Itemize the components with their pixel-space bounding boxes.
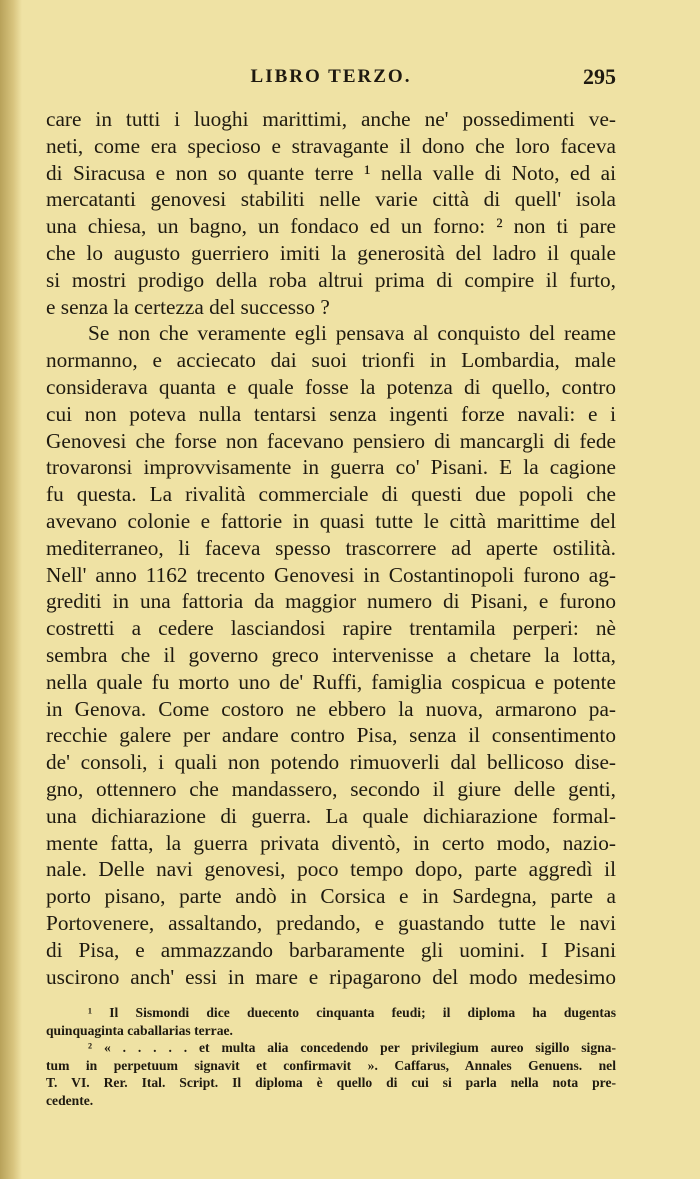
- text-line: trovaronsi improvvisamente in guerra co' Pisani. E la cagione: [46, 455, 616, 480]
- text-line: grediti in una fattoria da maggior numero di Pisani, e furono: [46, 589, 616, 614]
- footnote-line: ¹ Il Sismondi dice duecento cinquanta feudi; il diploma ha dugentas: [88, 1005, 616, 1021]
- text-line: nale. Delle navi genovesi, poco tempo dopo, parte aggredì il: [46, 857, 616, 882]
- text-line: porto pisano, parte andò in Corsica e in Sardegna, parte a: [46, 884, 616, 909]
- text-line: e senza la certezza del successo ?: [46, 294, 330, 319]
- text-line: gno, ottennero che mandassero, secondo il giure delle genti,: [46, 776, 616, 801]
- text-line: fu questa. La rivalità commerciale di questi due popoli che: [46, 482, 616, 507]
- footnote-line: quinquaginta caballarias terrae.: [46, 1022, 233, 1038]
- footnote-line: cedente.: [46, 1092, 94, 1108]
- text-line: si mostri prodigo della roba altrui prima di compire il furto,: [46, 267, 616, 292]
- footnote-line: T. VI. Rer. Ital. Script. Il diploma è quello di cui si parla nella nota pre-: [46, 1075, 616, 1091]
- text-line: mente fatta, la guerra privata diventò, in certo modo, nazio-: [46, 830, 616, 855]
- text-line: Portovenere, assaltando, predando, e guastando tutte le navi: [46, 910, 616, 935]
- page-number: 295: [583, 64, 616, 89]
- running-title: LIBRO TERZO.: [250, 66, 412, 87]
- text-line: nella quale fu morto uno de' Ruffi, famiglia cospicua e potente: [46, 669, 616, 694]
- text-line: una chiesa, un bagno, un fondaco ed un forno: ² non ti pare: [46, 214, 616, 239]
- text-line: che lo augusto guerriero imiti la generosità del ladro il quale: [46, 240, 616, 265]
- text-line: de' consoli, i quali non potendo rimuoverli dal bellicoso dise-: [46, 750, 616, 775]
- text-line: care in tutti i luoghi marittimi, anche ne' possedimenti ve-: [46, 107, 616, 131]
- text-line: mediterraneo, li faceva spesso trascorrere ad aperte ostilità.: [46, 535, 616, 560]
- text-line: neti, come era specioso e stravagante il dono che loro faceva: [46, 133, 616, 158]
- book-page: [46, 66, 616, 1109]
- text-line: normanno, e acciecato dai suoi trionfi in Lombardia, male: [46, 348, 616, 373]
- text-line: avevano colonie e fattorie in quasi tutte le città marittime del: [46, 508, 616, 533]
- text-line: in Genova. Come costoro ne ebbero la nuova, armarono pa-: [46, 696, 616, 721]
- text-line: uscirono anch' essi in mare e ripagarono del modo medesimo: [46, 964, 616, 989]
- footnote-line: ² « . . . . . et multa alia concedendo per privilegium aureo sigillo signa-: [88, 1040, 616, 1056]
- text-line: di Pisa, e ammazzando barbaramente gli uomini. I Pisani: [46, 937, 616, 962]
- text-line: Nell' anno 1162 trecento Genovesi in Costantinopoli furono ag-: [46, 562, 616, 587]
- text-line: sembra che il governo greco intervenisse a chetare la lotta,: [46, 642, 616, 667]
- text-line: Se non che veramente egli pensava al conquisto del reame: [88, 321, 616, 346]
- text-line: di Siracusa e non so quante terre ¹ nella valle di Noto, ed ai: [46, 160, 616, 185]
- text-line: recchie galere per andare contro Pisa, senza il consentimento: [46, 723, 616, 748]
- text-line: costretti a cedere lasciandosi rapire trentamila perperi: nè: [46, 616, 616, 641]
- text-line: cui non poteva nulla tentarsi senza ingenti forze navali: e i: [46, 401, 616, 426]
- text-line: una dichiarazione di guerra. La quale dichiarazione formal-: [46, 803, 616, 828]
- page-header: [46, 66, 616, 100]
- book-spine-shadow: [0, 0, 22, 1179]
- text-line: Genovesi che forse non facevano pensiero di mancargli di fede: [46, 428, 616, 453]
- footnotes: [46, 1004, 616, 1109]
- body-text: [46, 106, 616, 990]
- footnote-line: tum in perpetuum signavit et confirmavit ». Caffarus, Annales Genuens. nel: [46, 1057, 616, 1073]
- text-line: considerava quanta e quale fosse la potenza di quello, contro: [46, 374, 616, 399]
- text-line: mercatanti genovesi stabiliti nelle varie città di quell' isola: [46, 187, 616, 212]
